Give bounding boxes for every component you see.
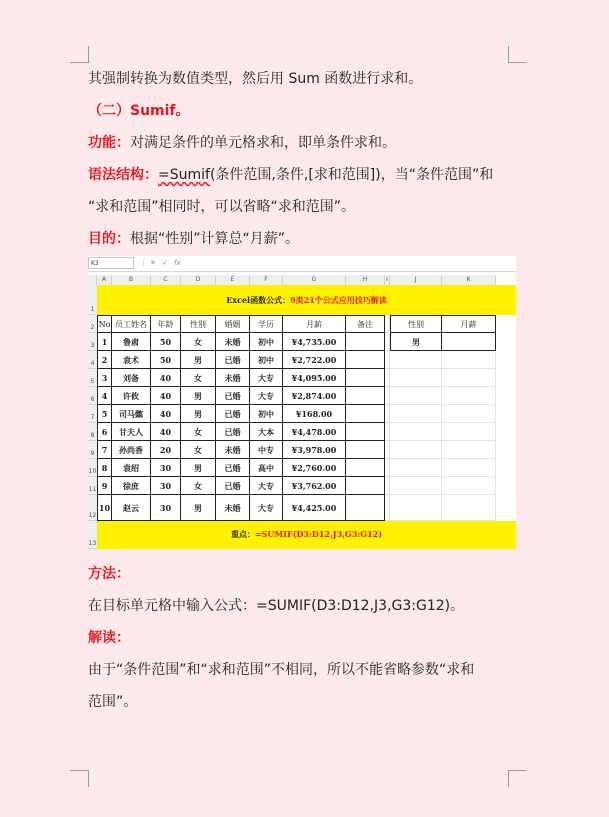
table-cell: 30 bbox=[151, 459, 181, 477]
name-box: K3 bbox=[88, 257, 134, 269]
table-cell: 7 bbox=[97, 441, 112, 459]
table-cell bbox=[346, 459, 385, 477]
column-header: A bbox=[97, 275, 112, 285]
function-text: 对满足条件的单元格求和，即单条件求和。 bbox=[130, 135, 396, 151]
function-label: 功能： bbox=[88, 135, 130, 151]
table-cell: 已婚 bbox=[216, 423, 250, 441]
row-header: 1 bbox=[88, 285, 97, 315]
row-header: 10 bbox=[88, 459, 97, 477]
table-cell: 徐庶 bbox=[112, 477, 151, 495]
table-cell: 赵云 bbox=[112, 495, 151, 521]
crop-mark bbox=[70, 62, 88, 63]
column-header: K bbox=[442, 275, 496, 285]
table-cell bbox=[442, 333, 496, 351]
syntax-rest: (条件范围,条件,[求和范围])，当“条件范围”和 bbox=[209, 167, 494, 183]
column-header-corner bbox=[88, 275, 97, 285]
grid-cell bbox=[442, 369, 496, 387]
table-cell: 袁绍 bbox=[112, 459, 151, 477]
table-cell: 50 bbox=[151, 351, 181, 369]
syntax-line-2: “求和范围”相同时，可以省略“求和范围”。 bbox=[88, 199, 356, 215]
sheet-title: Excel函数公式：9类21个公式应用技巧解读 bbox=[226, 295, 387, 305]
table-cell: 初中 bbox=[250, 333, 283, 351]
table-cell bbox=[346, 351, 385, 369]
table-cell: 40 bbox=[151, 405, 181, 423]
grid-cell bbox=[442, 351, 496, 369]
table-cell: 20 bbox=[151, 441, 181, 459]
table-cell: 许攸 bbox=[112, 387, 151, 405]
table-cell: 未婚 bbox=[216, 441, 250, 459]
table-cell: 未婚 bbox=[216, 333, 250, 351]
table-cell: 已婚 bbox=[216, 387, 250, 405]
cancel-icon: ✕ bbox=[150, 259, 156, 267]
table-cell: 月薪 bbox=[283, 315, 346, 333]
table-cell: 3 bbox=[97, 369, 112, 387]
grid-cell bbox=[390, 351, 442, 369]
grid-cell bbox=[390, 459, 442, 477]
table-cell bbox=[346, 423, 385, 441]
column-header: G bbox=[283, 275, 346, 285]
table-cell: 未婚 bbox=[216, 369, 250, 387]
syntax-formula: =Sumif bbox=[158, 167, 210, 183]
table-cell bbox=[346, 405, 385, 423]
method-text: 在目标单元格中输入公式：=SUMIF(D3:D12,J3,G3:G12)。 bbox=[88, 598, 465, 614]
crop-mark bbox=[508, 770, 526, 771]
column-header: C bbox=[151, 275, 181, 285]
purpose-text: 根据“性别”计算总“月薪”。 bbox=[130, 231, 300, 247]
table-cell: ¥4,478.00 bbox=[283, 423, 346, 441]
table-cell bbox=[346, 387, 385, 405]
table-cell: 女 bbox=[181, 441, 216, 459]
table-cell: 性别 bbox=[390, 315, 442, 333]
row-header: 7 bbox=[88, 405, 97, 423]
table-cell: 已婚 bbox=[216, 459, 250, 477]
table-cell: 9 bbox=[97, 477, 112, 495]
table-cell: 司马懿 bbox=[112, 405, 151, 423]
table-cell: 男 bbox=[181, 351, 216, 369]
table-cell: 大本 bbox=[250, 423, 283, 441]
separator-icon: ⋮ bbox=[140, 259, 147, 267]
syntax-label: 语法结构： bbox=[88, 167, 158, 183]
confirm-icon: ✓ bbox=[162, 259, 168, 267]
grid-cell bbox=[390, 495, 442, 521]
row-header: 3 bbox=[88, 333, 97, 351]
function-line bbox=[88, 134, 396, 152]
table-cell: 初中 bbox=[250, 351, 283, 369]
spreadsheet-image bbox=[88, 256, 516, 549]
table-cell: 50 bbox=[151, 333, 181, 351]
row-header: 4 bbox=[88, 351, 97, 369]
grid-cell bbox=[442, 405, 496, 423]
grid-cell bbox=[442, 423, 496, 441]
paragraph-intro: 其强制转换为数值类型，然后用 Sum 函数进行求和。 bbox=[88, 71, 423, 87]
table-cell: 中专 bbox=[250, 441, 283, 459]
table-cell: 1 bbox=[97, 333, 112, 351]
crop-mark bbox=[508, 46, 509, 63]
table-cell: 性别 bbox=[181, 315, 216, 333]
table-cell: 女 bbox=[181, 423, 216, 441]
table-cell: 孙尚香 bbox=[112, 441, 151, 459]
table-cell: 40 bbox=[151, 423, 181, 441]
row-header: 8 bbox=[88, 423, 97, 441]
fx-icon: fx bbox=[174, 259, 181, 267]
table-cell: 男 bbox=[181, 459, 216, 477]
table-cell: 月薪 bbox=[442, 315, 496, 333]
table-cell: No bbox=[97, 315, 112, 333]
column-header: E bbox=[216, 275, 250, 285]
table-cell: 大专 bbox=[250, 387, 283, 405]
grid-cell bbox=[390, 423, 442, 441]
table-cell bbox=[346, 495, 385, 521]
footer-band bbox=[97, 521, 516, 549]
row-header: 2 bbox=[88, 315, 97, 333]
column-header: D bbox=[181, 275, 216, 285]
syntax-line bbox=[88, 166, 493, 184]
interp-line-2: 范围”。 bbox=[88, 694, 138, 710]
table-cell: 大专 bbox=[250, 495, 283, 521]
row-header: 9 bbox=[88, 441, 97, 459]
crop-mark bbox=[508, 62, 526, 63]
grid-cell bbox=[442, 477, 496, 495]
table-cell bbox=[346, 333, 385, 351]
table-cell: ¥2,722.00 bbox=[283, 351, 346, 369]
grid-cell bbox=[442, 387, 496, 405]
column-header: B bbox=[112, 275, 151, 285]
table-cell: 已婚 bbox=[216, 477, 250, 495]
purpose-line bbox=[88, 230, 299, 248]
table-cell: ¥4,095.00 bbox=[283, 369, 346, 387]
table-cell: 已婚 bbox=[216, 351, 250, 369]
table-cell: 甘夫人 bbox=[112, 423, 151, 441]
crop-mark bbox=[70, 770, 88, 771]
table-cell: ¥4,735.00 bbox=[283, 333, 346, 351]
grid-cell bbox=[390, 387, 442, 405]
column-header: J bbox=[390, 275, 442, 285]
table-cell: ¥2,874.00 bbox=[283, 387, 346, 405]
table-cell: 5 bbox=[97, 405, 112, 423]
grid-cell bbox=[442, 459, 496, 477]
grid-cell bbox=[390, 441, 442, 459]
section-title: （二）Sumif。 bbox=[88, 103, 190, 119]
table-cell: 学历 bbox=[250, 315, 283, 333]
formula-bar bbox=[88, 256, 516, 272]
table-cell bbox=[346, 441, 385, 459]
table-cell: 4 bbox=[97, 387, 112, 405]
crop-mark bbox=[508, 770, 509, 787]
table-cell: 袁术 bbox=[112, 351, 151, 369]
interp-label: 解读： bbox=[88, 630, 130, 646]
table-cell: 初中 bbox=[250, 405, 283, 423]
table-cell: 未婚 bbox=[216, 495, 250, 521]
table-cell: 40 bbox=[151, 369, 181, 387]
column-header: F bbox=[250, 275, 283, 285]
title-band bbox=[97, 285, 516, 315]
column-header: I bbox=[385, 275, 390, 285]
method-label: 方法： bbox=[88, 566, 130, 582]
crop-mark bbox=[88, 770, 89, 787]
table-cell: 30 bbox=[151, 495, 181, 521]
table-cell: 10 bbox=[97, 495, 112, 521]
table-cell: 年龄 bbox=[151, 315, 181, 333]
table-cell: 大专 bbox=[250, 369, 283, 387]
row-header: 11 bbox=[88, 477, 97, 495]
grid-cell bbox=[442, 495, 496, 521]
row-header: 6 bbox=[88, 387, 97, 405]
table-cell: 女 bbox=[181, 333, 216, 351]
table-cell: 6 bbox=[97, 423, 112, 441]
grid-cell bbox=[390, 477, 442, 495]
table-cell bbox=[346, 369, 385, 387]
table-cell: 婚姻 bbox=[216, 315, 250, 333]
table-cell: 备注 bbox=[346, 315, 385, 333]
table-cell: ¥4,425.00 bbox=[283, 495, 346, 521]
table-cell: 男 bbox=[181, 405, 216, 423]
purpose-label: 目的： bbox=[88, 231, 130, 247]
table-cell: 8 bbox=[97, 459, 112, 477]
interp-line-1: 由于“条件范围”和“求和范围”不相同，所以不能省略参数“求和 bbox=[88, 662, 475, 678]
table-cell: 2 bbox=[97, 351, 112, 369]
table-cell: ¥3,762.00 bbox=[283, 477, 346, 495]
row-header: 13 bbox=[88, 521, 97, 549]
table-cell: ¥3,978.00 bbox=[283, 441, 346, 459]
table-cell: 大专 bbox=[250, 477, 283, 495]
table-cell: 男 bbox=[181, 495, 216, 521]
table-cell: 女 bbox=[181, 477, 216, 495]
table-cell: ¥2,760.00 bbox=[283, 459, 346, 477]
table-cell: 员工姓名 bbox=[112, 315, 151, 333]
crop-mark bbox=[88, 46, 89, 63]
table-cell: ¥168.00 bbox=[283, 405, 346, 423]
table-cell: 男 bbox=[181, 387, 216, 405]
column-header: H bbox=[346, 275, 385, 285]
row-header: 12 bbox=[88, 495, 97, 521]
table-cell: 40 bbox=[151, 387, 181, 405]
row-header: 5 bbox=[88, 369, 97, 387]
sheet-footer: 重点：=SUMIF(D3:D12,J3,G3:G12) bbox=[230, 529, 383, 539]
table-cell: 女 bbox=[181, 369, 216, 387]
table-cell: 高中 bbox=[250, 459, 283, 477]
table-cell: 男 bbox=[390, 333, 442, 351]
grid-cell bbox=[442, 441, 496, 459]
table-cell bbox=[346, 477, 385, 495]
table-cell: 30 bbox=[151, 477, 181, 495]
grid-cell bbox=[390, 369, 442, 387]
grid-cell bbox=[390, 405, 442, 423]
table-cell: 鲁肃 bbox=[112, 333, 151, 351]
table-cell: 已婚 bbox=[216, 405, 250, 423]
table-cell: 刘备 bbox=[112, 369, 151, 387]
